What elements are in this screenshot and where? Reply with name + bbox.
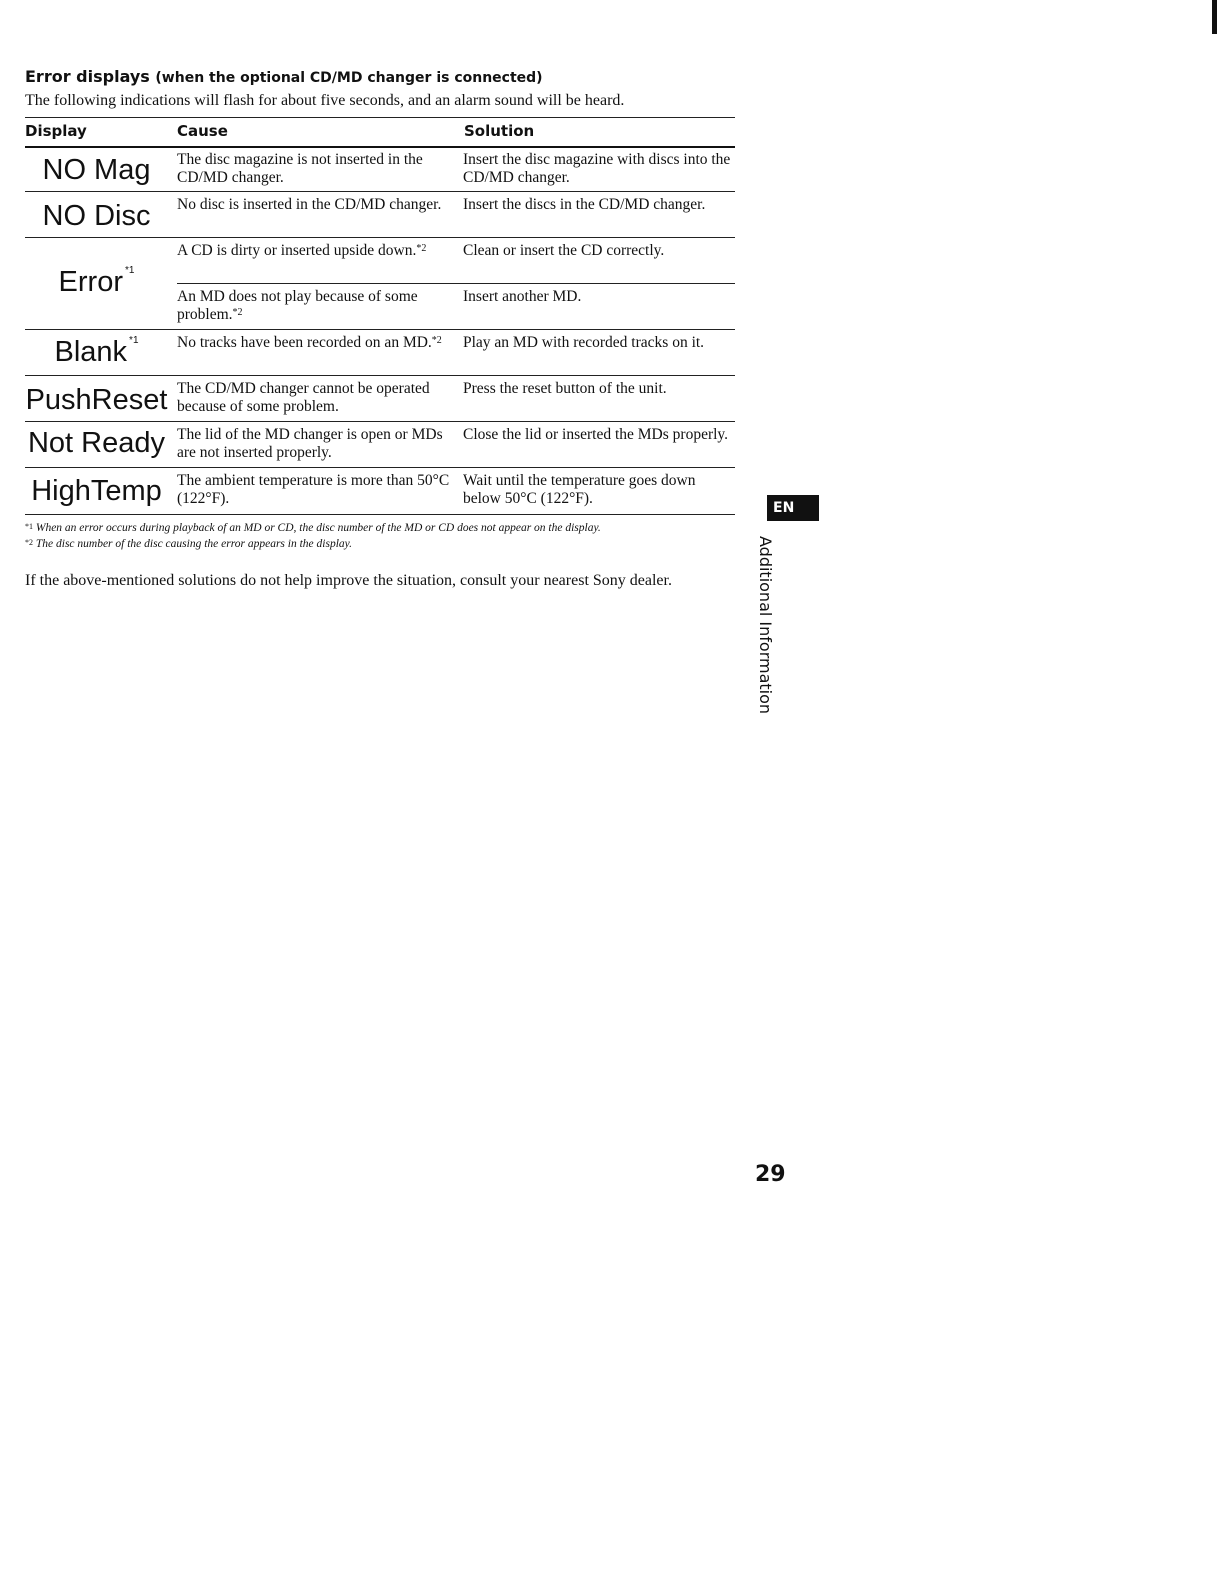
display-code — [25, 335, 168, 368]
solution-text: Play an MD with recorded tracks on it. — [463, 334, 705, 351]
row-rule — [25, 421, 735, 422]
solution-text: Wait until the temperature goes down below 50°C (122°F). — [463, 472, 696, 507]
cause-cell — [177, 334, 457, 352]
solution-cell — [463, 472, 735, 508]
solution-text: Insert the discs in the CD/MD changer. — [463, 196, 706, 213]
display-code — [25, 477, 168, 506]
cause-text: The ambient temperature is more than 50°C (122°F). — [177, 472, 450, 507]
language-tab: EN — [767, 495, 819, 521]
section-label: Additional Information — [756, 536, 775, 715]
cause-text: No tracks have been recorded on an MD. — [177, 334, 432, 351]
solution-cell — [463, 426, 735, 444]
footnote-mark: *2 — [232, 307, 243, 318]
cause-cell — [177, 472, 457, 508]
display-code-text: HighTemp — [31, 475, 162, 507]
row-rule — [25, 467, 735, 468]
display-code-text: Blank — [54, 336, 128, 368]
page-edge-mark — [1212, 0, 1217, 34]
footnote — [25, 522, 601, 534]
column-header-display: Display — [25, 122, 87, 140]
table-top-rule — [25, 117, 735, 118]
row-rule — [25, 375, 735, 376]
heading-main: Error displays — [25, 67, 150, 86]
display-code — [25, 265, 168, 298]
cause-text: The disc magazine is not inserted in the CD/MD changer. — [177, 151, 423, 186]
closing-paragraph: If the above-mentioned solutions do not help improve the situation, consult your nearest Sony dealer. — [25, 572, 672, 589]
display-code — [25, 429, 168, 458]
display-code-text: NO Disc — [42, 200, 151, 232]
solution-cell — [463, 196, 735, 214]
footnote-mark: *2 — [431, 335, 442, 346]
footnote — [25, 538, 352, 550]
solution-cell — [463, 334, 735, 352]
display-code-text: Not Ready — [27, 427, 165, 459]
footnote-mark: *2 — [416, 243, 427, 254]
solution-cell — [463, 380, 735, 398]
cause-cell — [177, 380, 457, 416]
heading-sub: (when the optional CD/MD changer is connected) — [155, 70, 543, 86]
column-header-solution: Solution — [464, 122, 535, 140]
footnote-mark: *1 — [25, 522, 33, 531]
row-rule — [25, 329, 735, 330]
section-heading — [25, 67, 543, 86]
page-number: 29 — [755, 1162, 786, 1187]
cause-text: The CD/MD changer cannot be operated because of some problem. — [177, 380, 430, 415]
row-rule-partial — [177, 283, 735, 284]
solution-text: Press the reset button of the unit. — [463, 380, 667, 397]
footnote-text: The disc number of the disc causing the error appears in the display. — [35, 538, 352, 550]
cause-text: No disc is inserted in the CD/MD changer. — [177, 196, 442, 213]
display-code-text: NO Mag — [42, 154, 151, 186]
footnote-mark: *1 — [125, 265, 135, 276]
cause-text: The lid of the MD changer is open or MDs are not inserted properly. — [177, 426, 443, 461]
cause-cell — [177, 196, 457, 214]
footnote-mark: *1 — [129, 335, 139, 346]
footnote-mark: *2 — [25, 538, 33, 547]
cause-cell — [177, 288, 457, 324]
solution-text: Insert the disc magazine with discs into the CD/MD changer. — [463, 151, 731, 186]
solution-text: Close the lid or inserted the MDs properly. — [463, 426, 729, 443]
intro-text: The following indications will flash for about five seconds, and an alarm sound will be heard. — [25, 92, 625, 109]
cause-text: An MD does not play because of some problem. — [177, 288, 418, 323]
solution-cell — [463, 288, 735, 306]
solution-cell — [463, 151, 735, 187]
solution-text: Clean or insert the CD correctly. — [463, 242, 665, 259]
header-rule — [25, 146, 735, 148]
column-header-cause: Cause — [177, 122, 228, 140]
display-code-text: Error — [58, 266, 123, 298]
cause-cell — [177, 242, 457, 260]
display-code — [25, 202, 168, 231]
row-rule — [25, 191, 735, 192]
cause-cell — [177, 426, 457, 462]
cause-text: A CD is dirty or inserted upside down. — [177, 242, 417, 259]
display-code — [25, 386, 168, 415]
solution-cell — [463, 242, 735, 260]
table-bottom-rule — [25, 514, 735, 515]
row-rule — [25, 237, 735, 238]
display-code — [25, 156, 168, 185]
cause-cell — [177, 151, 457, 187]
footnote-text: When an error occurs during playback of an MD or CD, the disc number of the MD or CD does not appear on the display. — [35, 522, 601, 534]
display-code-text: PushReset — [25, 384, 168, 416]
solution-text: Insert another MD. — [463, 288, 582, 305]
